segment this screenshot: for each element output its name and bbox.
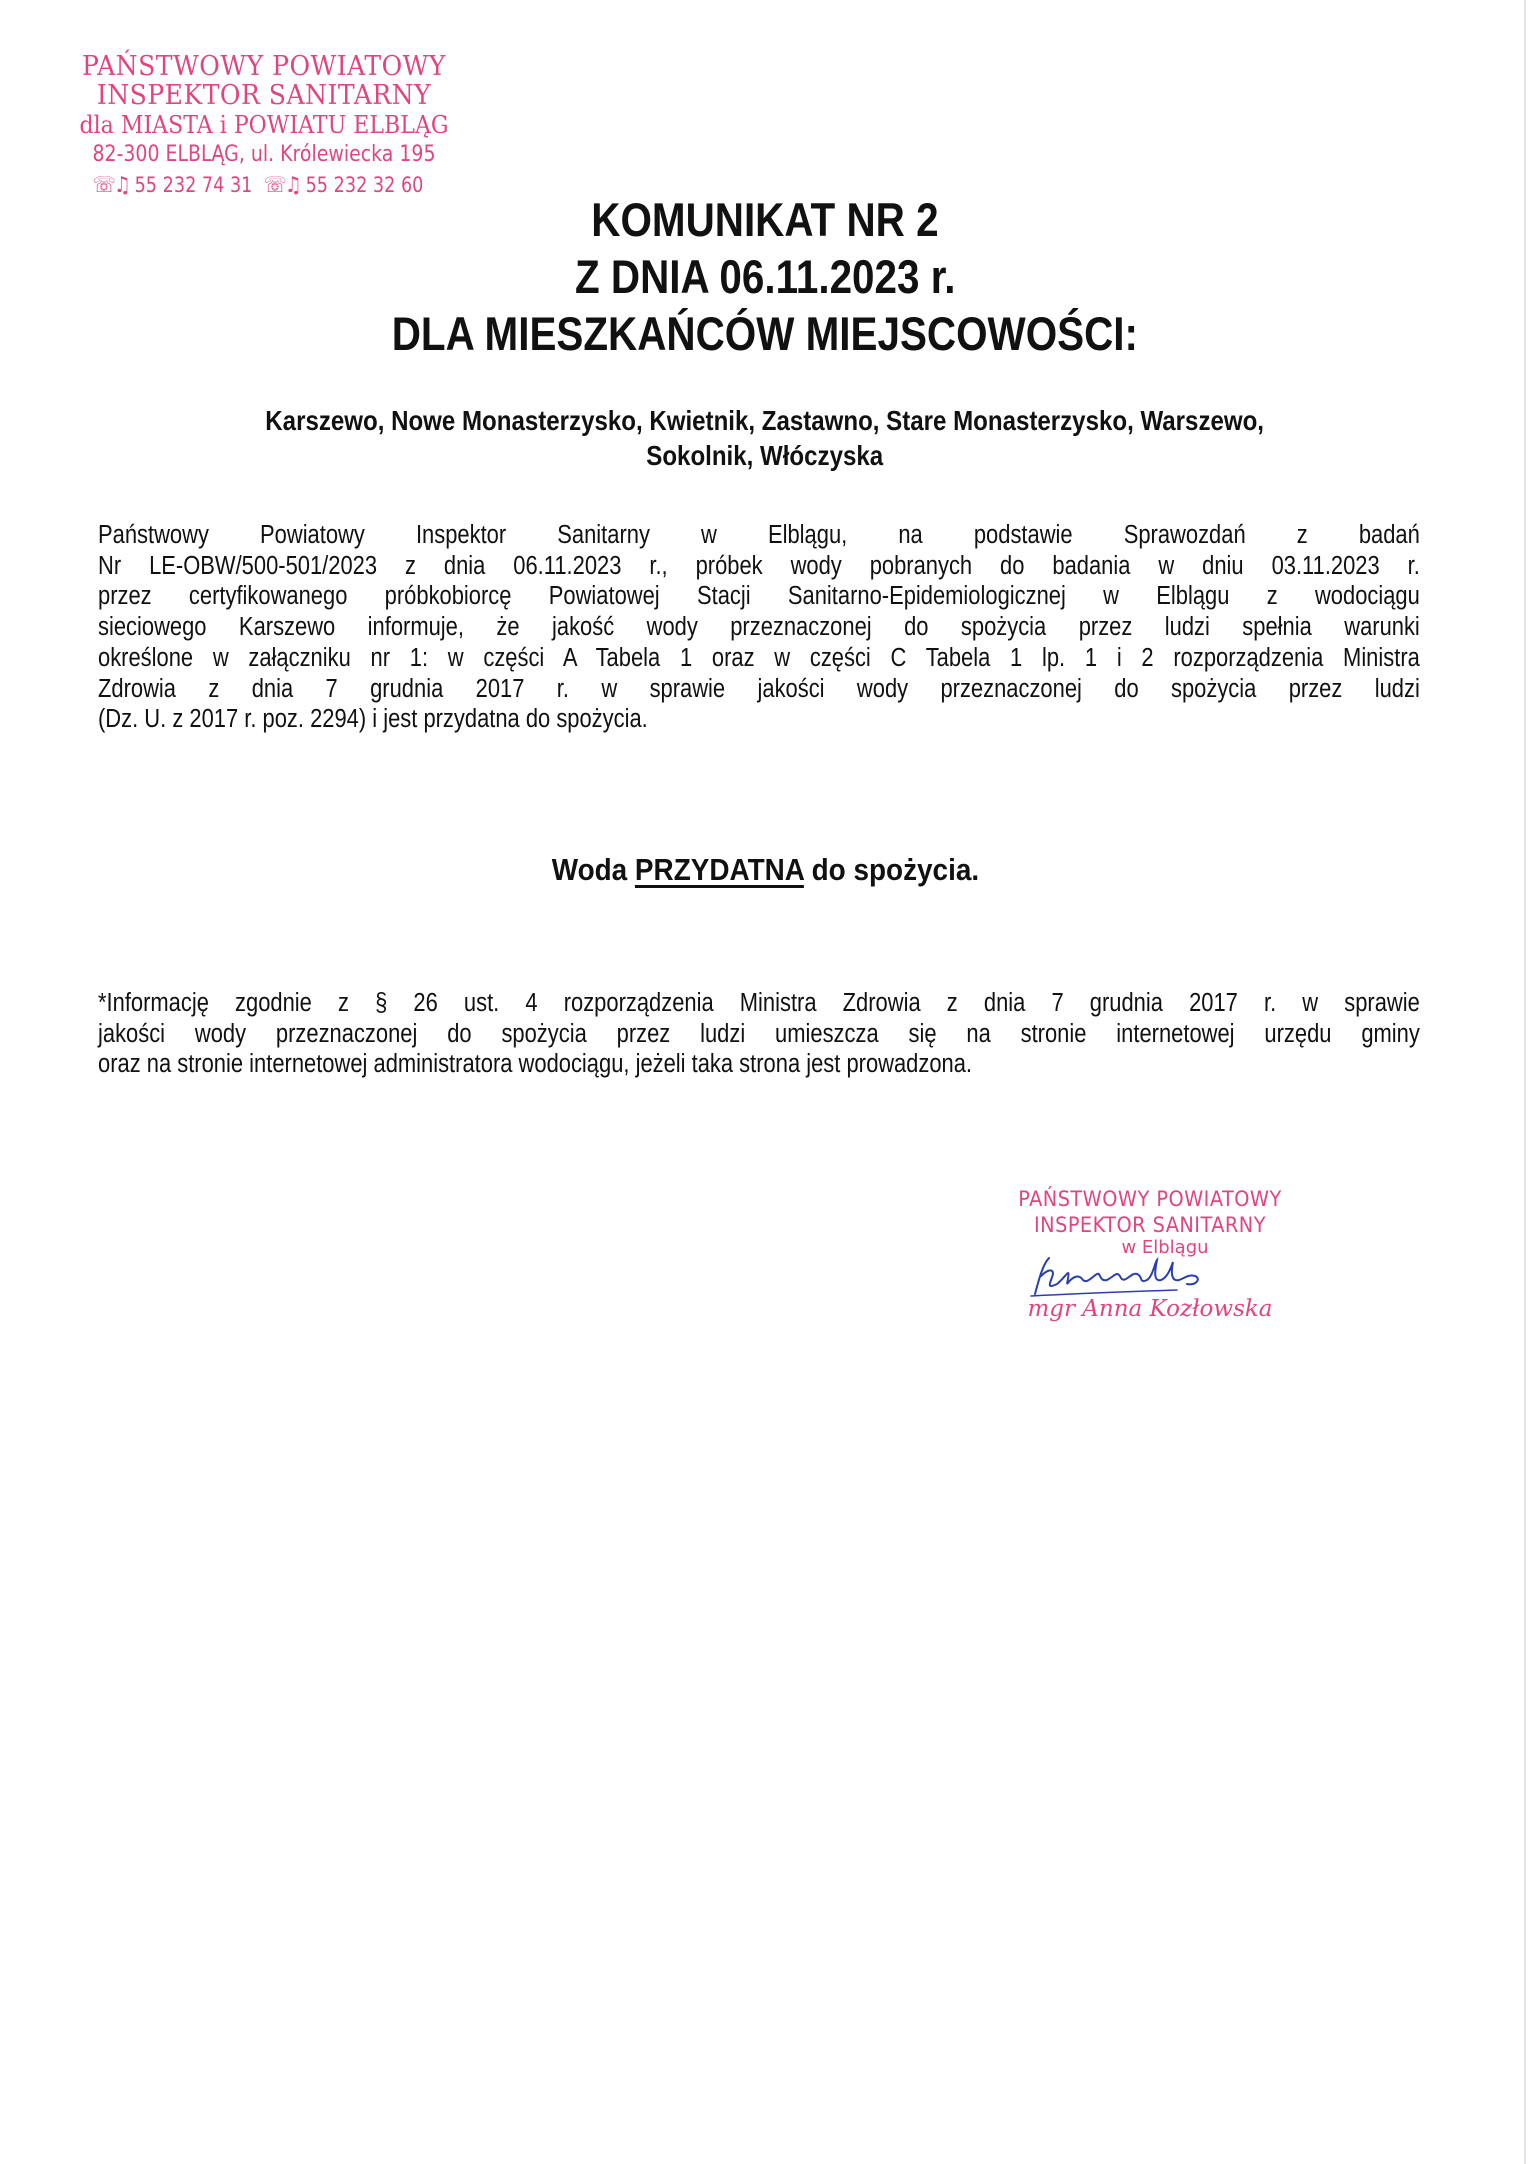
telephone-fax-icon: ☏♫ [263,173,300,198]
signature-scribble-icon [1027,1254,1227,1300]
header-stamp-line3: dla MIASTA i POWIATU ELBLĄG [79,111,449,139]
header-stamp-address: 82-300 ELBLĄG, ul. Królewiecka 195 [92,142,436,167]
title-line-3 [0,306,1530,362]
announcement-paragraph [98,520,1420,735]
paragraph-line: Państwowy Powiatowy Inspektor Sanitarny w Elblągu, na podstawie Sprawozdań z badań [98,521,1420,549]
signature-stamp-line3: w Elblągu [1121,1237,1209,1258]
signatory-name: mgr Anna Kozłowska [1027,1296,1273,1322]
paragraph-line: Zdrowia z dnia 7 grudnia 2017 r. w sprawie jakości wody przeznaczonej do spożycia przez ludzi [98,674,1420,703]
paragraph-line: sieciowego Karszewo informuje, że jakość wody przeznaczonej do spożycia przez ludzi spełnia warunki [98,613,1420,642]
footnote-line: jakości wody przeznaczonej do spożycia przez ludzi umieszcza się na stronie internetowej urzędu gminy [98,1019,1420,1048]
places-text-2: Sokolnik, Włóczyska [646,440,884,471]
header-stamp [58,52,470,201]
footnote-line: *Informację zgodnie z § 26 ust. 4 rozporządzenia Ministra Zdrowia z dnia 7 grudnia 2017 r. w sprawie [98,989,1420,1017]
verdict-emphasis: PRZYDATNA [634,852,804,887]
handwritten-signature [985,1258,1315,1296]
paragraph-line: przez certyfikowanego próbkobiorcę Powiatowej Stacji Sanitarno-Epidemiologicznej w Elblągu z wodociągu [98,582,1420,611]
footnote-paragraph [98,988,1420,1080]
verdict-prefix: Woda [551,852,627,887]
places-line-1 [0,403,1530,438]
telephone-fax-icon: ☏♫ [92,173,129,198]
paragraph-line: Nr LE-OBW/500-501/2023 z dnia 06.11.2023 r., próbek wody pobranych do badania w dniu 03.11.2023 r. [98,551,1420,580]
phone-number-2: 55 232 32 60 [305,173,424,197]
paragraph-line: (Dz. U. z 2017 r. poz. 2294) i jest przydatna do spożycia. [98,705,648,734]
phone-number-1: 55 232 74 31 [134,173,253,197]
signature-stamp [985,1186,1315,1322]
verdict-suffix: do spożycia. [811,852,979,887]
paragraph-line: określone w załączniku nr 1: w części A Tabela 1 oraz w części C Tabela 1 lp. 1 i 2 rozporządzenia Ministra [98,643,1420,672]
places-line-2 [0,438,1530,473]
water-verdict [0,850,1530,890]
footnote-line: oraz na stronie internetowej administratora wodociągu, jeżeli taka strona jest prowadzona. [98,1050,973,1079]
header-stamp-line1: PAŃSTWOWY POWIATOWY [82,51,446,82]
signature-stamp-line1: PAŃSTWOWY POWIATOWY [1018,1187,1282,1211]
title-text-1: KOMUNIKAT NR 2 [591,193,939,246]
header-stamp-line2: INSPEKTOR SANITARNY [96,80,432,111]
title-line-2 [0,249,1530,305]
title-text-2: Z DNIA 06.11.2023 r. [574,250,956,303]
title-text-3: DLA MIESZKAŃCÓW MIEJSCOWOŚCI: [391,307,1139,360]
title-line-1 [0,192,1530,248]
places-text-1: Karszewo, Nowe Monasterzysko, Kwietnik, Zastawno, Stare Monasterzysko, Warszewo, [265,405,1265,436]
signature-stamp-line2: INSPEKTOR SANITARNY [1034,1213,1266,1237]
